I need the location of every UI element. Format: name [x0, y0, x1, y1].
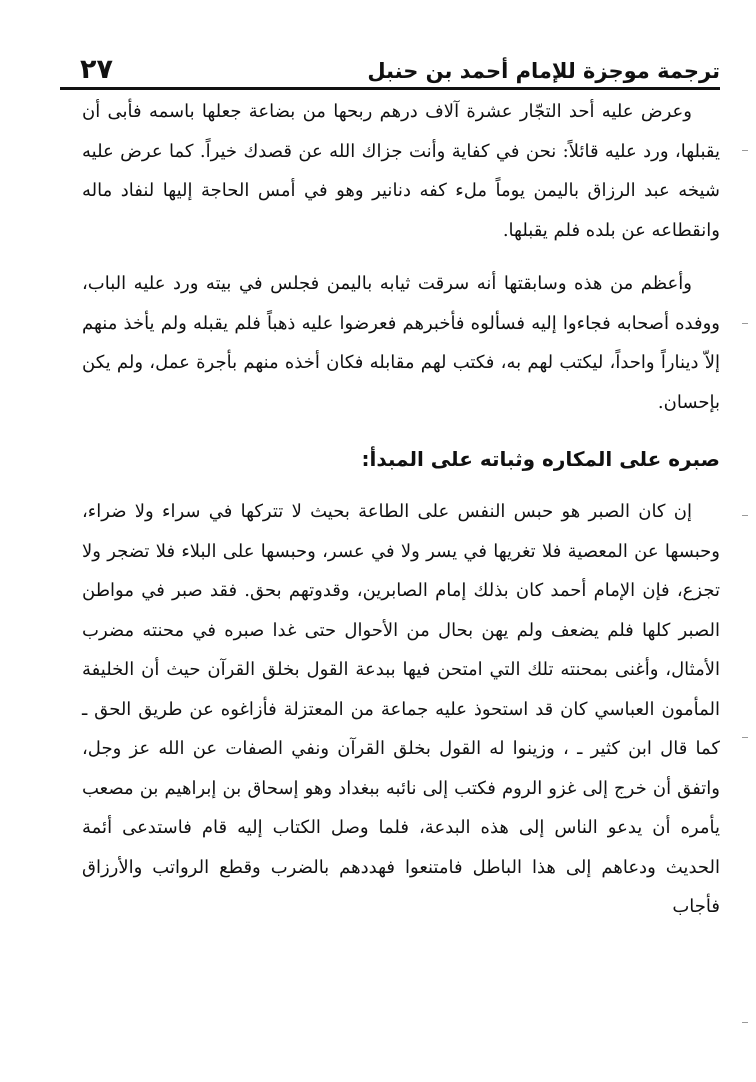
margin-tick: [742, 323, 748, 324]
page-body: [82, 92, 720, 927]
paragraph-stolen-clothes: وأعظم من هذه وسابقتها أنه سرقت ثيابه باليمن فجلس في بيته ورد عليه الباب، ووفده أصحابه فجاءوا إليه فسألوه فأخبرهم فعرضوا عليه ذهباً فلم يقبله ولم يأخذ منهم إلاّ ديناراً واحداً، ليكتب لهم به، فكتب لهم مقابله فكان أخذه منهم بأجرة عمل، ولم يكن بإحسان.: [82, 273, 720, 413]
section-heading: صبره على المكاره وثباته على المبدأ:: [361, 447, 720, 471]
paragraph-patience: إن كان الصبر هو حبس النفس على الطاعة بحيث لا تتركها في سراء ولا ضراء، وحبسها عن المعصية فلا تغريها في يسر ولا في عسر، وحبسها على البلاء فلا تضجر ولا تجزع، فإن الإمام أحمد كان بذلك إمام الصابرين، وقدوتهم بحق. فقد صبر في مواطن الصبر كلها فلم يضعف ولم يهن بحال من الأحوال حتى غدا صبره في محنته مضرب الأمثال، وأغنى بمحنته تلك التي امتحن فيها ببدعة القول بخلق القرآن حيث أن الخليفة المأمون العباسي كان قد استحوذ عليه جماعة من المعتزلة فأزاغوه عن طريق الحق ـ كما قال ابن كثير ـ ، وزينوا له القول بخلق القرآن ونفي الصفات عن الله عز وجل، واتفق أن خرج إلى غزو الروم فكتب إلى نائبه ببغداد وهو إسحاق بن إبراهيم بن مصعب يأمره أن يدعو الناس إلى هذه البدعة، فلما وصل الكتاب إليه قام فاستدعى أئمة الحديث ودعاهم إلى هذا الباطل فامتنعوا فهددهم بالضرب وقطع الرواتب والأرزاق فأجاب: [82, 501, 720, 917]
paragraph-gift-refusal: وعرض عليه أحد التجّار عشرة آلاف درهم ربحها من بضاعة جعلها باسمه فأبى أن يقبلها، ورد عليه قائلاً: نحن في كفاية وأنت جزاك الله عن قصدك خيراً. كما عرض عليه شيخه عبد الرزاق باليمن يوماً ملء كفه دنانير وهو في أمس الحاجة إليها لنفاد ماله وانقطاعه عن بلده فلم يقبلها.: [82, 101, 720, 241]
margin-tick: [742, 737, 748, 738]
margin-tick: [742, 150, 748, 151]
header-divider: [60, 87, 720, 90]
page-header: [60, 54, 720, 88]
running-title: ترجمة موجزة للإمام أحمد بن حنبل: [367, 59, 720, 83]
margin-tick: [742, 1022, 748, 1023]
page-number: ٢٧: [80, 54, 113, 85]
margin-tick: [742, 515, 748, 516]
